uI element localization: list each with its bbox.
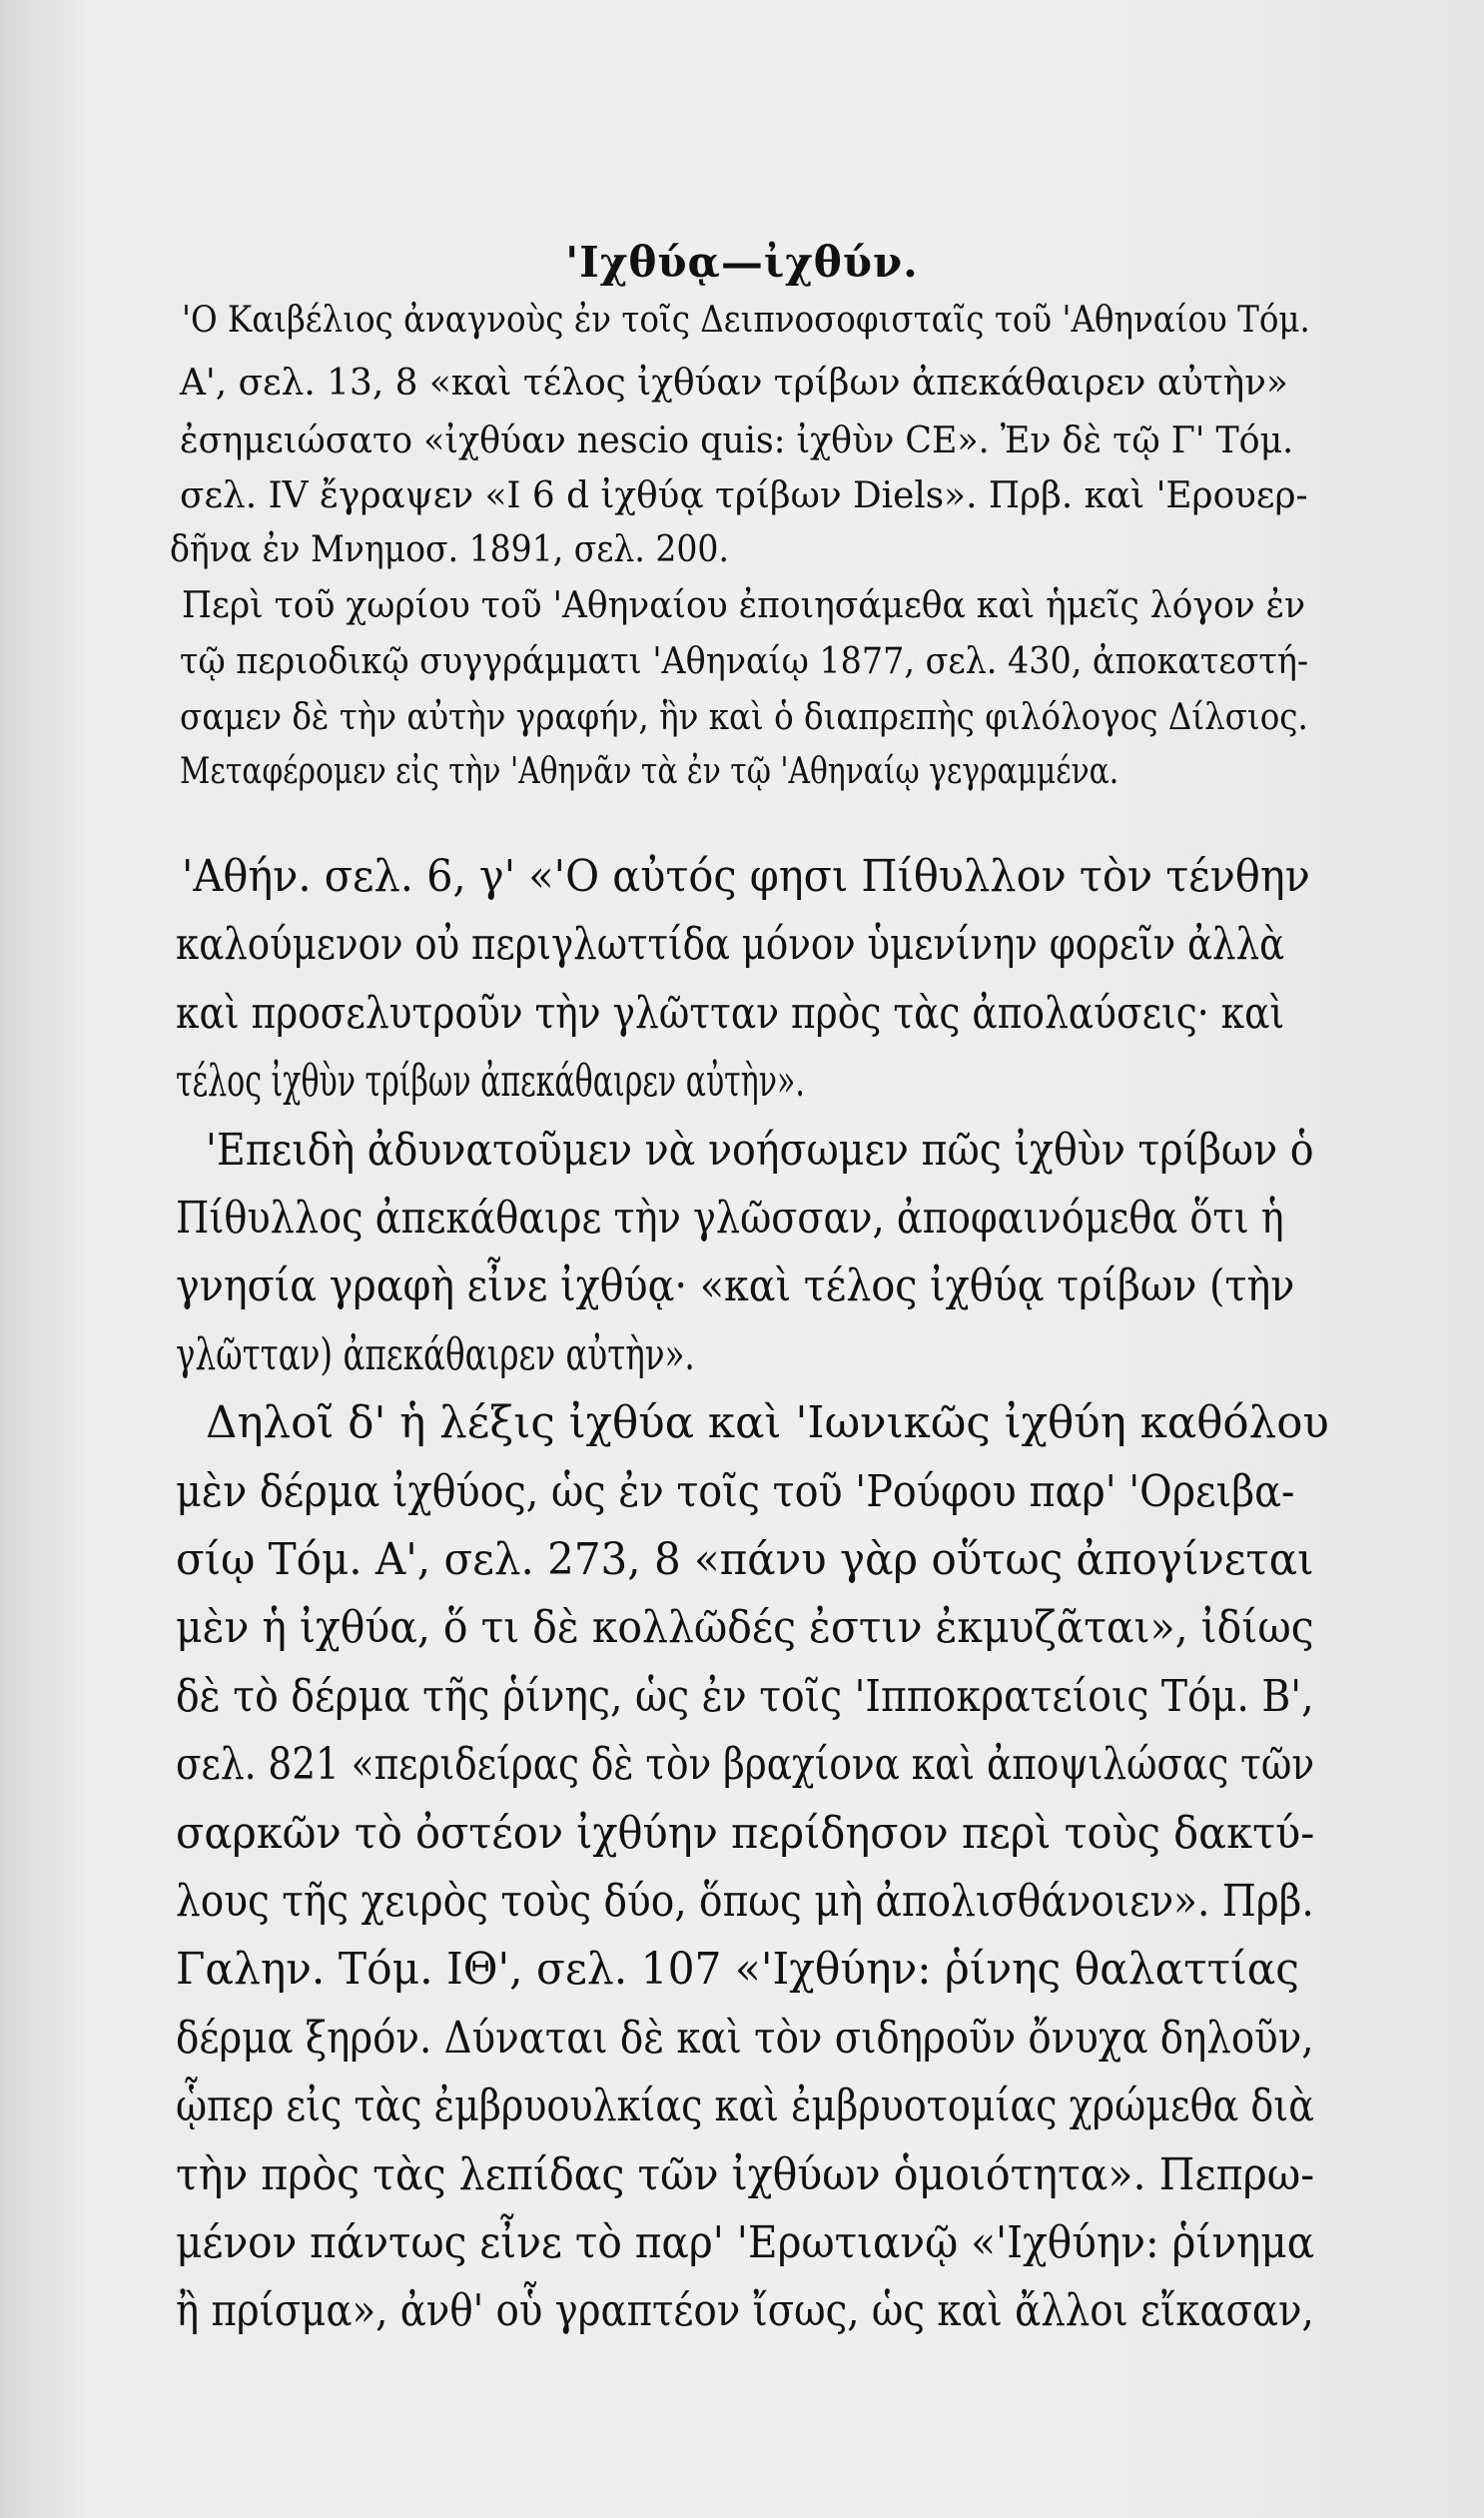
note-line: 'Ο Καιβέλιος ἀναγνοὺς ἐν τοῖς Δειπνοσοφισταῖς τοῦ 'Αθηναίου Τόμ. bbox=[182, 300, 1310, 341]
note-line: τῷ περιοδικῷ συγγράμματι 'Αθηναίῳ 1877, σελ. 430, ἀποκατεστή- bbox=[180, 641, 1309, 682]
page-title: 'Ιχθύᾳ—ἰχθύν. bbox=[565, 238, 919, 287]
body-line: σαρκῶν τὸ ὀστέον ἰχθύην περίδησον περὶ τοὺς δακτύ- bbox=[176, 1808, 1315, 1859]
body-line: δέρμα ξηρόν. Δύναται δὲ καὶ τὸν σιδηροῦν ὄνυχα δηλοῦν, bbox=[176, 2013, 1314, 2064]
body-line: καλούμενον οὐ περιγλωττίδα μόνον ὑμενίνην φορεῖν ἀλλὰ bbox=[176, 919, 1285, 970]
body-line: τὴν πρὸς τὰς λεπίδας τῶν ἰχθύων ὁμοιότητα». Πεπρω- bbox=[176, 2149, 1315, 2200]
note-line: Περὶ τοῦ χωρίου τοῦ 'Αθηναίου ἐποιησάμεθα καὶ ἡμεῖς λόγον ἐν bbox=[182, 585, 1306, 626]
note-line: σελ. IV ἔγραψεν «I 6 d ἰχθύᾳ τρίβων Diels». Πρβ. καὶ 'Ερουερ- bbox=[180, 475, 1308, 516]
note-line: Μεταφέρομεν εἰς τὴν 'Αθηνᾶν τὰ ἐν τῷ 'Αθηναίῳ γεγραμμένα. bbox=[180, 751, 1119, 792]
body-line: σίῳ Τόμ. Α', σελ. 273, 8 «πάνυ γὰρ οὕτως ἀπογίνεται bbox=[176, 1534, 1314, 1585]
body-line: τέλος ἰχθὺν τρίβων ἀπεκάθαιρεν αὐτὴν». bbox=[176, 1056, 805, 1107]
body-line: καὶ προσελυτροῦν τὴν γλῶτταν πρὸς τὰς ἀπολαύσεις· καὶ bbox=[176, 988, 1285, 1039]
note-line: σαμεν δὲ τὴν αὐτὴν γραφήν, ἣν καὶ ὁ διαπρεπὴς φιλόλογος Δίλσιος. bbox=[180, 697, 1308, 738]
note-line: ἐσημειώσατο «ἰχθύαν nescio quis: ἰχθὺν CE». Ἐν δὲ τῷ Γ' Τόμ. bbox=[180, 420, 1294, 461]
body-line: ᾧπερ εἰς τὰς ἐμβρυουλκίας καὶ ἐμβρυοτομίας χρώμεθα διὰ bbox=[176, 2081, 1314, 2131]
body-line: Γαλην. Τόμ. ΙΘ', σελ. 107 «'Ιχθύην: ῥίνης θαλαττίας bbox=[176, 1944, 1300, 1995]
body-line: 'Επειδὴ ἀδυνατοῦμεν νὰ νοήσωμεν πῶς ἰχθὺν τρίβων ὁ bbox=[206, 1125, 1314, 1176]
body-line: ἢ πρίσμα», ἀνθ' οὗ γραπτέον ἴσως, ὡς καὶ ἄλλοι εἴκασαν, bbox=[176, 2285, 1314, 2336]
body-line: δὲ τὸ δέρμα τῆς ῥίνης, ὡς ἐν τοῖς 'Ιπποκρατείοις Τόμ. Β', bbox=[176, 1671, 1314, 1722]
body-line: γλῶτταν) ἀπεκάθαιρεν αὐτὴν». bbox=[176, 1329, 695, 1380]
note-line: δῆνα ἐν Μνημοσ. 1891, σελ. 200. bbox=[170, 529, 729, 570]
note-line: Α', σελ. 13, 8 «καὶ τέλος ἰχθύαν τρίβων ἀπεκάθαιρεν αὐτὴν» bbox=[180, 363, 1288, 404]
body-line: σελ. 821 «περιδείρας δὲ τὸν βραχίονα καὶ ἀποψιλώσας τῶν bbox=[176, 1739, 1315, 1790]
body-line: Δηλοῖ δ' ἡ λέξις ἰχθύα καὶ 'Ιωνικῶς ἰχθύη καθόλου bbox=[206, 1397, 1329, 1448]
body-line: 'Αθήν. σελ. 6, γ' «'Ο αὐτός φησι Πίθυλλον τὸν τένθην bbox=[182, 851, 1310, 902]
body-line: λους τῆς χειρὸς τοὺς δύο, ὅπως μὴ ἀπολισθάνοιεν». Πρβ. bbox=[176, 1876, 1314, 1927]
body-line: Πίθυλλος ἀπεκάθαιρε τὴν γλῶσσαν, ἀποφαινόμεθα ὅτι ἡ bbox=[176, 1193, 1284, 1244]
body-line: μὲν ἡ ἰχθύα, ὅ τι δὲ κολλῶδές ἐστιν ἐκμυζᾶται», ἰδίως bbox=[176, 1602, 1314, 1653]
body-line: γνησία γραφὴ εἶνε ἰχθύᾳ· «καὶ τέλος ἰχθύᾳ τρίβων (τὴν bbox=[176, 1260, 1295, 1311]
body-line: μὲν δέρμα ἰχθύος, ὡς ἐν τοῖς τοῦ 'Ρούφου παρ' 'Ορειβα- bbox=[176, 1466, 1295, 1517]
body-line: μένον πάντως εἶνε τὸ παρ' 'Ερωτιανῷ «'Ιχθύην: ῥίνημα bbox=[176, 2217, 1315, 2268]
